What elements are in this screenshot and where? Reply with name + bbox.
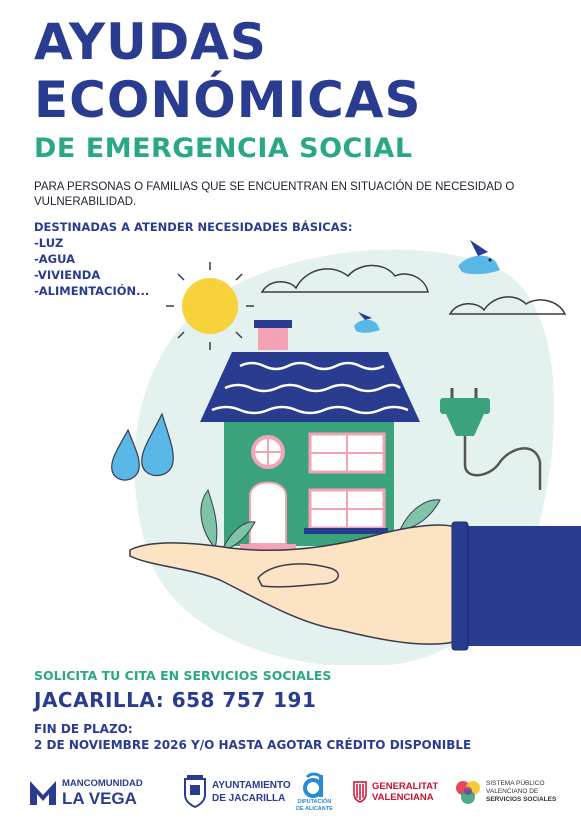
diputacion-line1: DIPUTACIÓN <box>297 799 332 805</box>
diputacion-logo <box>296 764 333 820</box>
generalitat-logo <box>352 764 438 820</box>
sistema-line3: SERVICIOS SOCIALES <box>486 796 557 803</box>
needs-heading: DESTINADAS A ATENDER NECESIDADES BÁSICAS: <box>34 220 353 234</box>
needs-item-agua: -AGUA <box>34 252 75 266</box>
generalitat-line2: VALENCIANA <box>372 792 434 803</box>
cta-text: SOLICITA TU CITA EN SERVICIOS SOCIALES <box>34 668 332 683</box>
logos-footer <box>0 764 581 820</box>
coat-of-arms-icon <box>182 775 208 809</box>
intro-text: PARA PERSONAS O FAMILIAS QUE SE ENCUENTRAN EN SITUACIÓN DE NECESIDAD O VULNERABILIDAD. <box>34 181 515 208</box>
needs-list <box>34 219 352 299</box>
subtitle: DE EMERGENCIA SOCIAL <box>34 133 413 164</box>
deadline-label: FIN DE PLAZO: <box>34 722 133 736</box>
sistema-circles-icon <box>454 778 482 806</box>
sistema-publico-logo <box>454 764 556 820</box>
bird-icon <box>458 240 500 274</box>
mancomunidad-m-icon <box>28 777 58 807</box>
generalitat-crest-icon <box>352 780 368 804</box>
house-icon <box>200 320 420 552</box>
needs-item-vivienda: -VIVIENDA <box>34 268 101 282</box>
mancomunidad-line2: LA VEGA <box>62 788 137 808</box>
diputacion-line2: DE ALICANTE <box>296 806 333 812</box>
mancomunidad-line1: MANCOMUNIDAD <box>62 777 143 789</box>
title-line2: ECONÓMICAS <box>34 71 422 129</box>
sistema-line1: SISTEMA PÚBLICO <box>486 780 545 787</box>
ayuntamiento-line2: DE JACARILLA <box>212 793 286 804</box>
ayuntamiento-line1: AYUNTAMIENTO <box>212 780 291 791</box>
needs-item-alimentacion: -ALIMENTACIÓN... <box>34 284 150 298</box>
deadline-text: 2 DE NOVIEMBRE 2026 Y/O HASTA AGOTAR CRÉDITO DISPONIBLE <box>34 738 472 752</box>
phone-number: JACARILLA: 658 757 191 <box>34 688 317 712</box>
mancomunidad-logo <box>28 764 143 820</box>
generalitat-line1: GENERALITAT <box>372 781 439 792</box>
diputacion-a-icon <box>301 771 327 799</box>
sistema-line2: VALENCIANO DE <box>486 788 539 795</box>
ayuntamiento-logo <box>182 764 291 820</box>
needs-item-luz: -LUZ <box>34 236 64 250</box>
title-line1: AYUDAS <box>34 13 267 71</box>
